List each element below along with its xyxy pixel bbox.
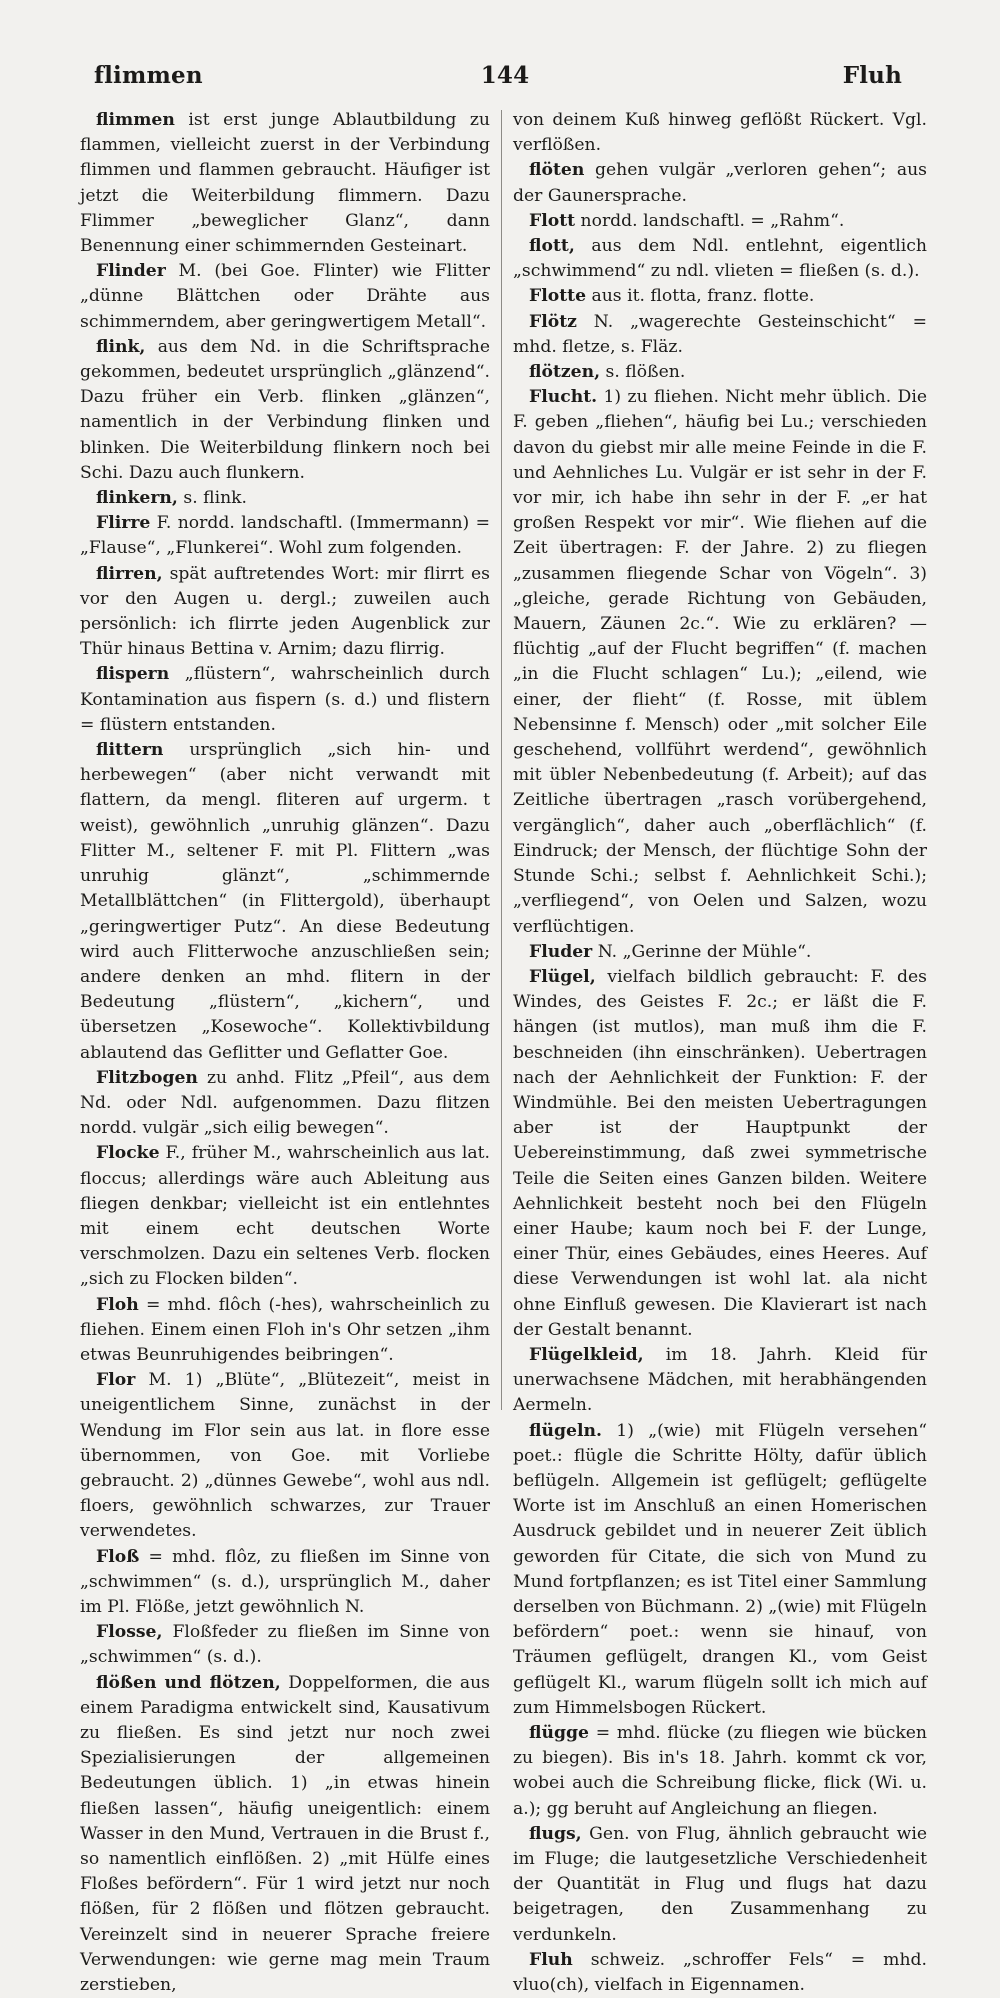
dictionary-entry	[513, 234, 927, 284]
entry-text: M. 1) „Blüte“, „Blütezeit“, meist in uneigentlichem Sinne, zunächst in der Wendung im Flor sein aus lat. in flore esse übernommen, von Goe. mit Vorliebe gebraucht. 2) „dünnes Gewebe“, wohl aus ndl. floers, gewöhnlich schwarzes, zur Trauer verwendetes.	[80, 1370, 490, 1542]
entry-headword: Flügel,	[529, 966, 596, 987]
entry-text: im 18. Jahrh. Kleid für unerwachsene Mädchen, mit herabhängenden Aermeln.	[513, 1344, 927, 1416]
entry-text: s. flößen.	[600, 362, 686, 383]
dictionary-entry	[80, 1671, 490, 1998]
dictionary-entry	[513, 940, 927, 965]
entry-text: „flüstern“, wahrscheinlich durch Kontamination aus fispern (s. d.) und flistern = flüstern entstanden.	[80, 664, 490, 735]
dictionary-entry	[80, 1620, 490, 1670]
entry-headword: flirren,	[96, 563, 163, 584]
entry-text: = mhd. flücke (zu fliegen wie bücken zu biegen). Bis in's 18. Jahrh. kommt ck vor, wobei auch die Schreibung flicke, flick (Wi. u. a.); gg beruht auf Angleichung an fliegen.	[513, 1723, 927, 1819]
entry-text: zu anhd. Flitz „Pfeil“, aus dem Nd. oder Ndl. aufgenommen. Dazu flitzen nordd. vulgär „sich eilig bewegen“.	[80, 1067, 490, 1139]
dictionary-entry	[80, 486, 490, 511]
dictionary-entry	[513, 1343, 927, 1419]
dictionary-entry	[80, 335, 490, 486]
entry-headword: Flocke	[96, 1143, 160, 1164]
entry-headword: flittern	[96, 740, 164, 761]
dictionary-entry	[513, 310, 927, 360]
dictionary-entry	[80, 562, 490, 663]
dictionary-entry	[513, 1419, 927, 1721]
entry-headword: Flötz	[529, 311, 577, 332]
dictionary-entry	[513, 284, 927, 309]
entry-headword: flößen und flötzen,	[96, 1672, 281, 1693]
dictionary-entry	[513, 158, 927, 208]
entry-text: spät auftretendes Wort: mir flirrt es vor den Augen u. dergl.; zuweilen auch persönlich: ich flirrte jeden Augenblick zur Thür hinaus Bettina v. Arnim; dazu flirrig.	[80, 563, 490, 660]
entry-text: ist erst junge Ablautbildung zu flammen, vielleicht zuerst in der Verbindung flimmen und flammen gebraucht. Häufiger ist jetzt die Weiterbildung flimmern. Dazu Flimmer „beweglicher Glanz“, dann Benennung einer schimmernden Gesteinart.	[80, 110, 490, 257]
dictionary-entry	[80, 1545, 490, 1621]
entry-text: aus it. flotta, franz. flotte.	[586, 286, 815, 307]
dictionary-entry	[80, 738, 490, 1066]
entry-headword: flöten	[529, 160, 585, 181]
entry-text: nordd. landschaftl. = „Rahm“.	[575, 210, 845, 231]
entry-headword: Flirre	[96, 513, 151, 534]
entry-headword: Flügelkleid,	[529, 1344, 644, 1365]
entry-headword: Flinder	[96, 261, 166, 282]
entry-text: ursprünglich „sich hin- und herbewegen“ (aber nicht verwandt mit flattern, da mengl. fliteren auf urgerm. t weist), gewöhnlich „unruhig glänzen“. Dazu Flitter M., seltener F. mit Pl. Flittern „was unruhig glänzt“, „schimmernde Metallblättchen“ (in Flittergold), überhaupt „geringwertiger Putz“. An diese Bedeutung wird auch Flitterwoche anzuschließen sein; andere denken an mhd. flitern in der Bedeutung „flüstern“, „kichern“, und übersetzen „Kosewoche“. Kollektivbildung ablautend das Geflitter und Geflatter Goe.	[80, 740, 490, 1063]
entry-text: s. flink.	[177, 488, 248, 509]
dictionary-entry	[80, 108, 490, 259]
entry-text: N. „wagerechte Gesteinschicht“ = mhd. fletze, s. Fläz.	[513, 311, 927, 357]
running-head	[80, 62, 930, 102]
dictionary-entry	[80, 662, 490, 738]
dictionary-entry	[80, 1066, 490, 1142]
entry-headword: flügeln.	[529, 1420, 602, 1441]
dictionary-entry	[513, 108, 927, 158]
entry-headword: Fluder	[529, 941, 593, 962]
entry-text: 1) zu fliehen. Nicht mehr üblich. Die F. geben „fliehen“, häufig bei Lu.; verschieden davon du giebst mir alle meine Feinde in die F. und Aehnliches Lu. Vulgär er ist sehr in der F. vor mir, ich habe ihn sehr in der F. „er hat großen Respekt vor mir“. Wie fliehen auf die Zeit übertragen: F. der Jahre. 2) zu fliegen „zusammen fliegende Schar von Vögeln“. 3) „gleiche, gerade Richtung von Gebäuden, Mauern, Zäunen 2c.“. Wie zu erklären? — flüchtig „auf der Flucht begriffen“ (f. machen „in die Flucht schlagen“ Lu.); „eilend, wie einer, der flieht“ (f. Rosse, mit üblem Nebensinne f. Mensch) oder „mit solcher Eile geschehend, vollführt werdend“, gewöhnlich mit übler Nebenbedeutung (f. Arbeit); auf das Zeitliche übertragen „rasch vorübergehend, vergänglich“, daher auch „oberflächlich“ (f. Eindruck; der Mensch, der flüchtige Sohn der Stunde Schi.; selbst f. Aehnlichkeit Schi.); „verfliegend“, von Oelen und Salzen, wozu verflüchtigen.	[513, 387, 927, 937]
dictionary-entry	[80, 1368, 490, 1544]
right-column	[513, 108, 927, 1996]
entry-text: schweiz. „schroffer Fels“ = mhd. vluo(ch), vielfach in Eigennamen.	[513, 1949, 927, 1996]
entry-text: Gen. von Flug, ähnlich gebraucht wie im Fluge; die lautgesetzliche Verschiedenheit der Quantität in Flug und flugs hat dazu beigetragen, den Zusammenhang zu verdunkeln.	[513, 1823, 927, 1945]
dictionary-entry	[513, 385, 927, 939]
entry-text: Doppelformen, die aus einem Paradigma entwickelt sind, Kausativum zu fließen. Es sind jetzt nur noch zwei Spezialisierungen der allgemeinen Bedeutungen üblich. 1) „in etwas hinein fließen lassen“, häufig uneigentlich: einem Wasser in den Mund, Vertrauen in die Brust f., so namentlich einflößen. 2) „mit Hülfe eines Floßes befördern“. Für 1 wird jetzt nur noch flößen, für 2 flößen und flötzen gebraucht. Vereinzelt sind in neuerer Sprache freiere Verwendungen: wie gerne mag mein Traum zerstieben,	[80, 1672, 490, 1996]
entry-headword: flinkern,	[96, 488, 178, 509]
entry-headword: flügge	[529, 1723, 589, 1743]
entry-headword: Flitzbogen	[96, 1067, 198, 1088]
entry-headword: Flott	[529, 210, 576, 231]
entry-text: = mhd. flôch (-hes), wahrscheinlich zu fliehen. Einem einen Floh in's Ohr setzen „ihm etwas Beunruhigendes beibringen“.	[80, 1294, 490, 1365]
dictionary-entry	[513, 1721, 927, 1822]
entry-text: M. (bei Goe. Flinter) wie Flitter „dünne Blättchen oder Drähte aus schimmerndem, aber geringwertigem Metall“.	[80, 261, 490, 332]
dictionary-entry	[80, 511, 490, 561]
entry-headword: flugs,	[529, 1823, 582, 1844]
dictionary-entry	[513, 209, 927, 234]
entry-headword: Flotte	[529, 286, 587, 307]
entry-text: F., früher M., wahrscheinlich aus lat. floccus; allerdings wäre auch Ableitung aus fliegen denkbar; vielleicht ist ein entlehntes mit einem echt deutschen Worte verschmolzen. Dazu ein seltenes Verb. flocken „sich zu Flocken bilden“.	[80, 1143, 490, 1290]
header-right-catchword: Fluh	[842, 62, 902, 89]
dictionary-entry	[513, 1822, 927, 1948]
entry-text: N. „Gerinne der Mühle“.	[592, 941, 812, 962]
dictionary-entry	[80, 1293, 490, 1369]
dictionary-entry	[513, 360, 927, 385]
entry-text: aus dem Ndl. entlehnt, eigentlich „schwimmend“ zu ndl. vlieten = fließen (s. d.).	[513, 236, 927, 282]
left-column	[80, 108, 490, 1996]
dictionary-entry	[80, 1141, 490, 1292]
entry-text: gehen vulgär „verloren gehen“; aus der Gaunersprache.	[513, 160, 927, 206]
entry-text: vielfach bildlich gebraucht: F. des Windes, des Geistes F. 2c.; er läßt die F. hängen (ist mutlos), man muß ihm die F. beschneiden (ihn einschränken). Uebertragen nach der Aehnlichkeit der Funktion: F. der Windmühle. Bei den meisten Uebertragungen aber ist der Hauptpunkt der Uebereinstimmung, daß zwei symmetrische Teile die Seiten eines Ganzen bilden. Weitere Aehnlichkeit besteht noch bei den Flügeln einer Haube; kaum noch bei F. der Lunge, einer Thür, eines Gebäudes, eines Heeres. Auf diese Verwendungen ist wohl lat. ala nicht ohne Einfluß gewesen. Die Klavierart ist nach der Gestalt benannt.	[513, 966, 927, 1340]
entry-headword: Flosse,	[96, 1622, 163, 1643]
entry-headword: Flor	[96, 1370, 136, 1391]
entry-text: F. nordd. landschaftl. (Immermann) = „Flause“, „Flunkerei“. Wohl zum folgenden.	[80, 513, 490, 559]
entry-headword: Floß	[96, 1546, 140, 1567]
entry-headword: Floh	[96, 1294, 139, 1315]
page-number: 144	[480, 62, 530, 89]
entry-headword: Flucht.	[529, 387, 598, 408]
entry-text: 1) „(wie) mit Flügeln versehen“ poet.: flügle die Schritte Hölty, dafür üblich beflügeln. Allgemein ist geflügelt; geflügelte Worte ist im Anschluß an einen Homerischen Ausdruck gebildet und in neuerer Zeit üblich geworden für Citate, die sich von Mund zu Mund fortpflanzen; es ist Titel einer Sammlung derselben von Büchmann. 2) „(wie) mit Flügeln befördern“ poet.: wenn sie hinauf, von Träumen geflügelt, drangen Kl., vom Geist geflügelt Kl., warum flügeln sollt ich mich auf zum Himmelsbogen Rückert.	[513, 1420, 927, 1718]
entry-headword: flott,	[529, 236, 575, 257]
dictionary-entry	[513, 1948, 927, 1998]
entry-headword: Fluh	[529, 1949, 573, 1970]
entry-text: aus dem Nd. in die Schriftsprache gekommen, bedeutet ursprünglich „glänzend“. Dazu früher ein Verb. flinken „glänzen“, namentlich in der Verbindung flinken und blinken. Die Weiterbildung flinkern noch bei Schi. Dazu auch flunkern.	[80, 336, 490, 483]
entry-text: = mhd. flôz, zu fließen im Sinne von „schwimmen“ (s. d.), ursprünglich M., daher im Pl. Flöße, jetzt gewöhnlich N.	[80, 1546, 490, 1617]
entry-headword: flispern	[96, 664, 170, 685]
entry-headword: flötzen,	[529, 362, 601, 383]
entry-headword: flimmen	[96, 110, 175, 130]
dictionary-entry	[80, 259, 490, 335]
dictionary-entry	[513, 965, 927, 1343]
header-left-catchword: flimmen	[94, 62, 203, 89]
entry-text: von deinem Kuß hinweg geflößt Rückert. Vgl. verflößen.	[513, 110, 927, 156]
column-divider	[501, 110, 502, 1410]
entry-text: Floßfeder zu fließen im Sinne von „schwimmen“ (s. d.).	[80, 1622, 490, 1668]
entry-headword: flink,	[96, 336, 146, 357]
